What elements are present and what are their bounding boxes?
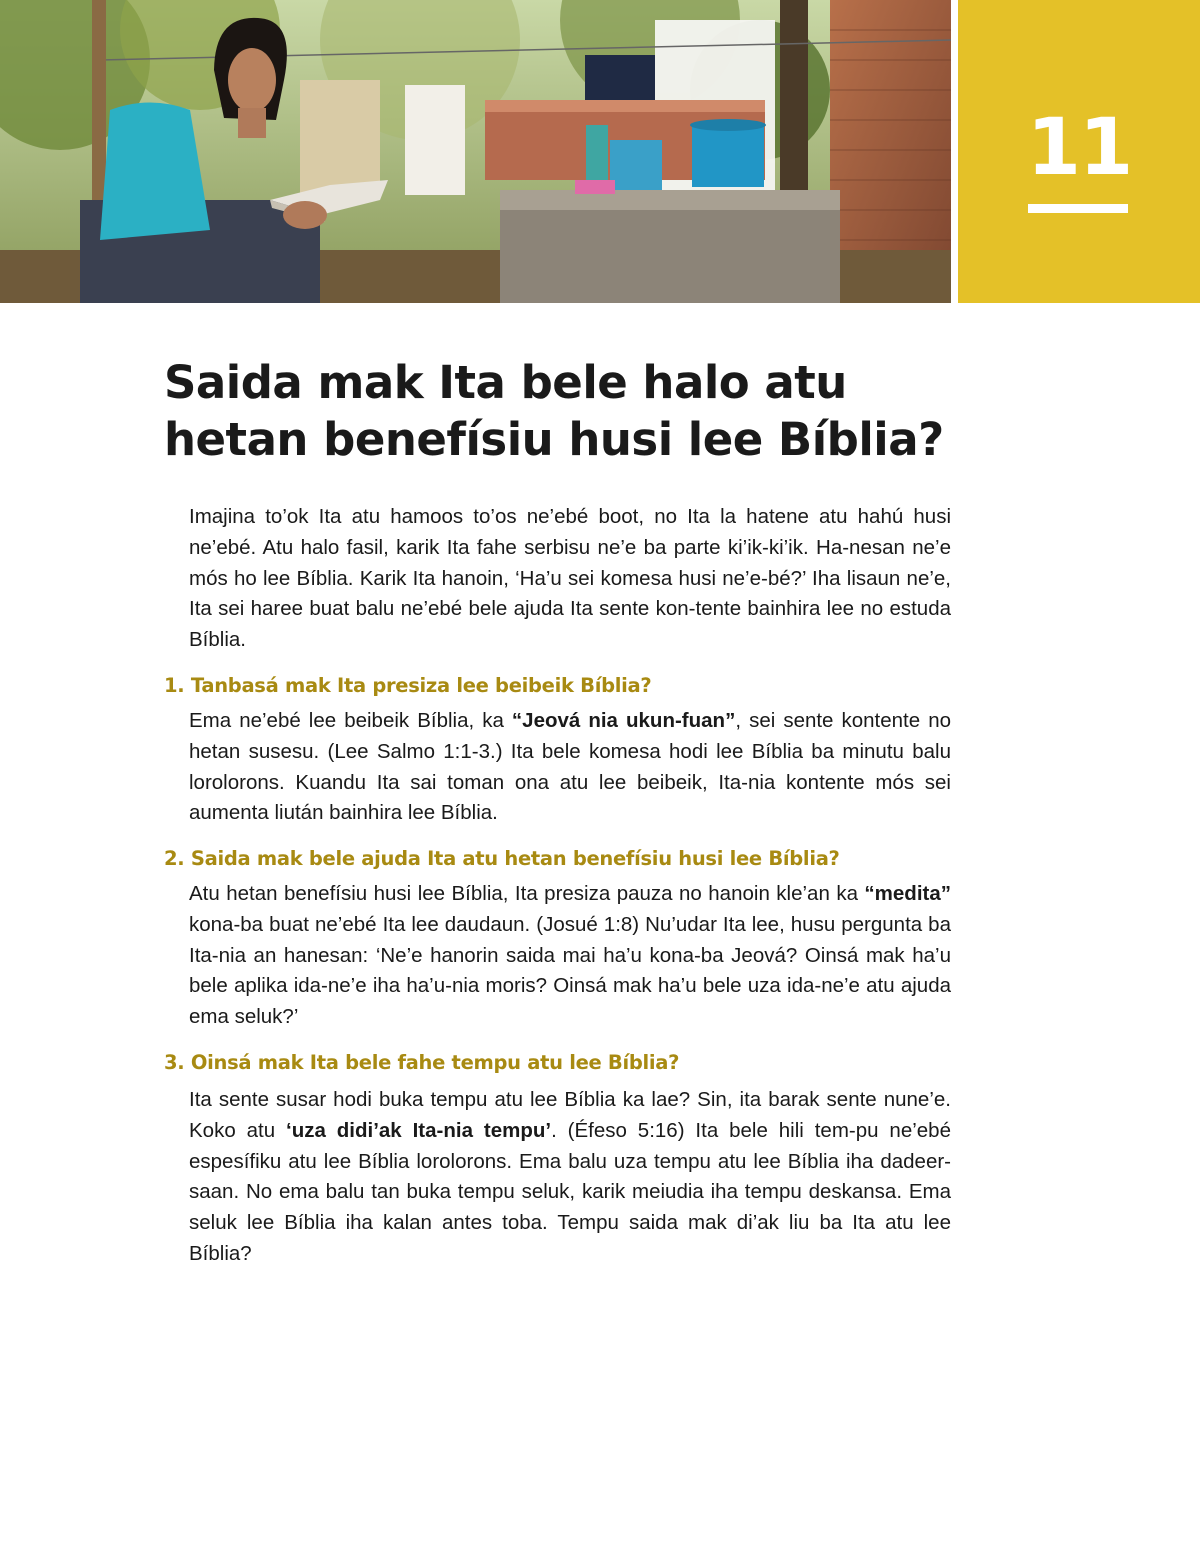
answer-3-text-end: . (Éfeso 5:16) Ita bele hili tem-pu ne’ebé espesífiku atu lee Bíblia lorolorons. Ema balu uza tempu atu lee Bíblia iha dadeer-saan. No ema balu tan buka tempu seluk, karik meiudia iha tempu deskansa. Ema seluk lee Bíblia iha kalan antes toba. Tempu saida mak di’ak liu ba Ita atu lee Bíblia? <box>189 1118 951 1265</box>
answer-2-text-start: Atu hetan benefísiu husi lee Bíblia, Ita presiza pauza no hanoin kle’an ka <box>189 882 865 905</box>
title-line-1: Saida mak Ita bele halo atu <box>164 356 847 409</box>
answer-1-text-start: Ema ne’ebé lee beibeik Bíblia, ka <box>189 709 512 732</box>
intro-paragraph: Imajina to’ok Ita atu hamoos to’os ne’ebé boot, no Ita la hatene atu hahú husi ne’ebé. Atu halo fasil, karik Ita fahe serbisu ne’e ba parte ki’ik-ki’ik. Ha-nesan ne’e mós ho lee Bíblia. Karik Ita hanoin, ‘Ha’u sei komesa husi ne’e-bé?’ Iha lisaun ne’e, Ita sei haree buat balu ne’ebé bele ajuda Ita sente kon-tente bainhira lee no estuda Bíblia. <box>189 505 951 652</box>
question-1-heading: 1. Tanbasá mak Ita presiza lee beibeik Bíblia? <box>164 674 652 697</box>
woman-reading-bible-photo <box>0 0 951 303</box>
answer-3-text-start: Ita sente susar hodi buka tempu atu lee Bíblia ka lae? Sin, ita barak sente nune’e. Koko atu <box>189 1088 951 1142</box>
answer-1-emphasis: “Jeová nia ukun-fuan” <box>511 709 736 732</box>
answer-2-paragraph <box>189 879 951 1033</box>
answer-1-paragraph <box>189 706 951 829</box>
answer-1-text-end: , sei sente kontente no hetan susesu. (Lee Salmo 1:1-3.) Ita bele komesa hodi lee Bíblia ba minutu balu lorolorons. Kuandu Ita sai toman ona atu lee beibeik, Ita-nia kontente mós sei aumenta liután bainhira lee Bíblia. <box>189 709 951 825</box>
answer-3-paragraph <box>189 1085 951 1270</box>
chapter-number: 11 <box>1026 103 1132 193</box>
page-title <box>164 354 964 468</box>
answer-2-text-end: kona-ba buat ne’ebé Ita lee daudaun. (Josué 1:8) Nu’udar Ita lee, husu pergunta ba Ita-nia an hanesan: ‘Ne’e hanorin saida mai ha’u kona-ba Jeová? Oinsá mak ha’u bele aplika ida-ne’e iha ha’u-nia moris? Oinsá mak ha’u bele uza ida-ne’e atu ajuda ema seluk?’ <box>189 912 951 1029</box>
answer-2-emphasis: “medita” <box>864 882 951 905</box>
question-2-heading: 2. Saida mak bele ajuda Ita atu hetan benefísiu husi lee Bíblia? <box>164 847 840 870</box>
title-line-2: hetan benefísiu husi lee Bíblia? <box>164 413 944 466</box>
chapter-tab <box>958 0 1200 303</box>
question-3-heading: 3. Oinsá mak Ita bele fahe tempu atu lee Bíblia? <box>164 1051 680 1074</box>
header-photo <box>0 0 951 303</box>
chapter-underline <box>1028 204 1128 213</box>
answer-3-emphasis: ‘uza didi’ak Ita-nia tempu’ <box>286 1118 552 1142</box>
